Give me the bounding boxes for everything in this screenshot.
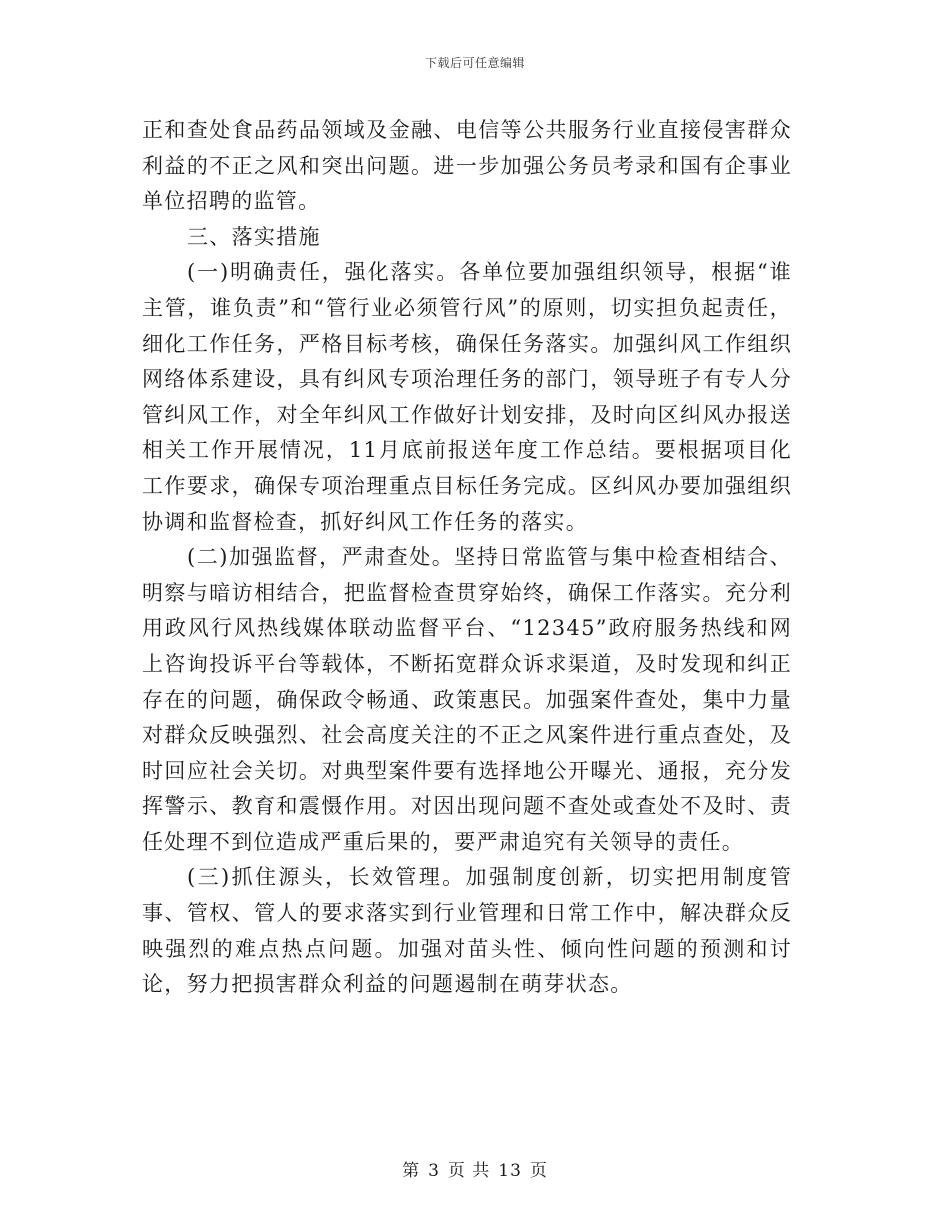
section-heading-implementation-measures: 三、落实措施 <box>187 224 321 249</box>
paragraph-strengthen-supervision: (二)加强监督，严肃查处。坚持日常监管与集中检查相结合、明察与暗访相结合，把监督检查贯穿始终，确保工作落实。充分利用政风行风热线媒体联动监督平台、“12345”政府服务热线和网上咨询投诉平台等载体，不断拓宽群众诉求渠道，及时发现和纠正存在的问题，确保政令畅通、政策惠民。加强案件查处，集中力量对群众反映强烈、社会高度关注的不正之风案件进行重点查处，及时回应社会关切。对典型案件要有选择地公开曝光、通报，充分发挥警示、教育和震慑作用。对因出现问题不查处或查处不及时、责任处理不到位造成严重后果的，要严肃追究有关领导的责任。 <box>142 545 792 854</box>
footer-suffix: 页 <box>529 1161 548 1181</box>
document-body <box>142 113 792 1003</box>
footer-prefix: 第 <box>402 1161 421 1181</box>
footer-total-pages: 13 <box>498 1161 522 1181</box>
paragraph-grasp-source: (三)抓住源头，长效管理。加强制度创新，切实把用制度管事、管权、管人的要求落实到行业管理和日常工作中，解决群众反映强烈的难点热点问题。加强对苗头性、倾向性问题的预测和讨论，努力把损害群众利益的问题遏制在萌芽状态。 <box>142 865 792 997</box>
footer-middle: 页 共 <box>447 1161 491 1181</box>
footer-current-page: 3 <box>428 1161 440 1181</box>
page-header: 下载后可任意编辑 <box>424 56 525 70</box>
paragraph-continuation: 正和查处食品药品领域及金融、电信等公共服务行业直接侵害群众利益的不正之风和突出问题。进一步加强公务员考录和国有企事业单位招聘的监管。 <box>142 118 792 214</box>
page-footer <box>0 1156 950 1181</box>
paragraph-clarify-responsibility: (一)明确责任，强化落实。各单位要加强组织领导，根据“谁主管，谁负责”和“管行业必须管行风”的原则，切实担负起责任，细化工作任务，严格目标考核，确保任务落实。加强纠风工作组织网络体系建设，具有纠风专项治理任务的部门，领导班子有专人分管纠风工作，对全年纠风工作做好计划安排，及时向区纠风办报送相关工作开展情况，11月底前报送年度工作总结。要根据项目化工作要求，确保专项治理重点目标任务完成。区纠风办要加强组织协调和监督检查，抓好纠风工作任务的落实。 <box>142 260 792 534</box>
